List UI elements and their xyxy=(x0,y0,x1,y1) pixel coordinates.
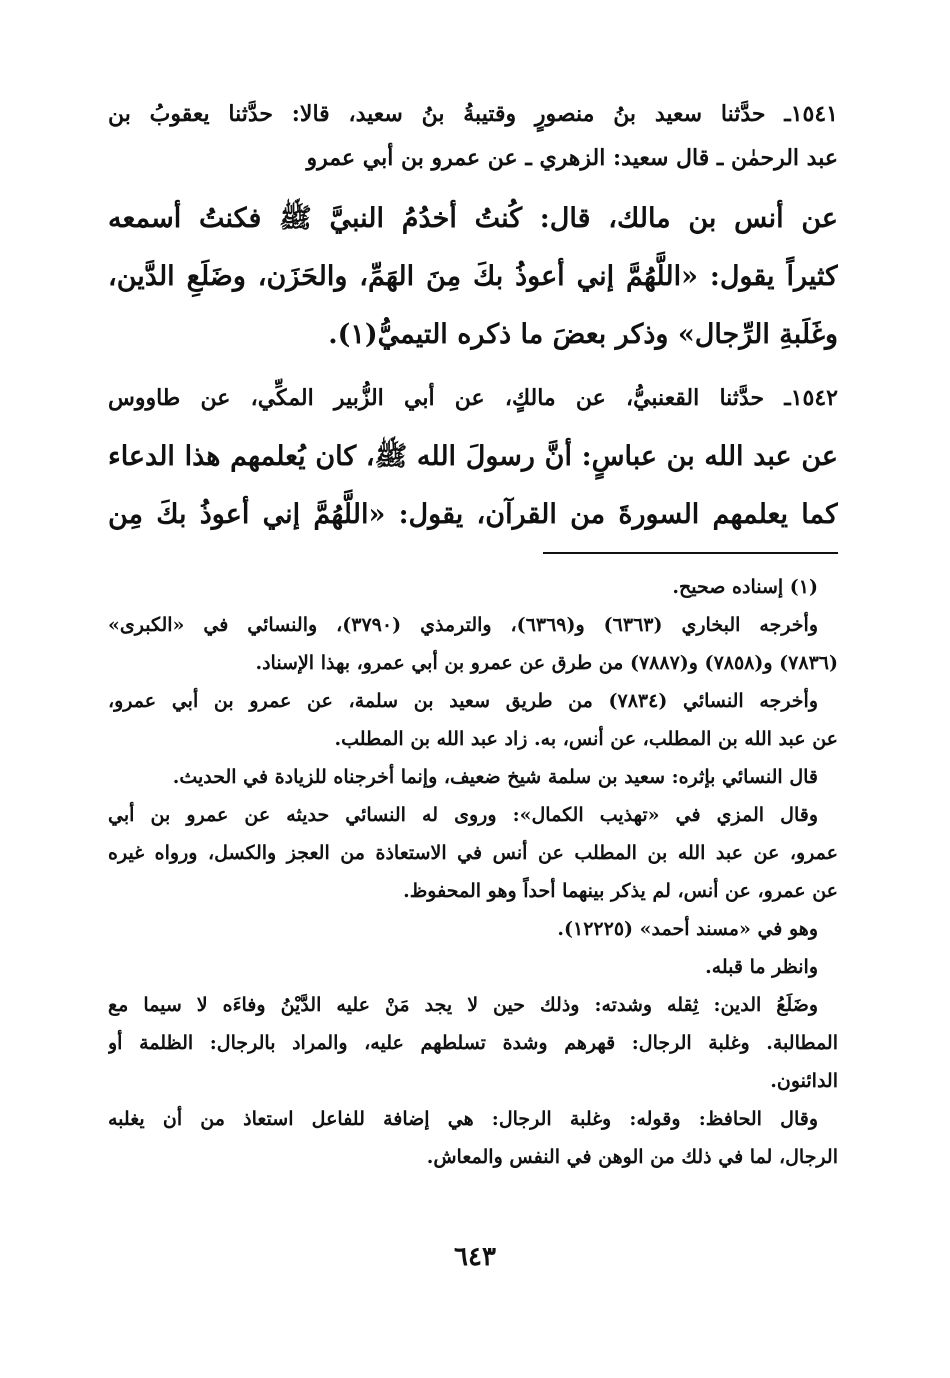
text-line: عن عبد الله بن عباسٍ: أنَّ رسولَ الله ﷺ، كان يُعلمهم هذا الدعاء xyxy=(108,441,838,472)
text-line: ١٥٤٢ـ حدَّثنا القعنبيُّ، عن مالكٍ، عن أبي الزُّبير المكِّي، عن طاووس xyxy=(108,385,838,411)
text-line: وهو في «مسند أحمد» (١٢٢٢٥). xyxy=(557,918,818,940)
text-line: وانظر ما قبله. xyxy=(705,956,818,978)
text-line: قال النسائي بإثره: سعيد بن سلمة شيخ ضعيف، وإنما أخرجناه للزيادة في الحديث. xyxy=(172,766,818,788)
text-line: كثيراً يقول: «اللَّهُمَّ إني أعوذُ بكَ مِنَ الهَمِّ، والحَزَن، وضَلَعِ الدَّين، xyxy=(108,261,838,292)
footnote-paragraph xyxy=(108,1100,838,1176)
footnote-paragraph xyxy=(108,796,838,910)
text-line: عن أنس بن مالك، قال: كُنتُ أخدُمُ النبيَّ ﷺ فكنتُ أسمعه xyxy=(108,203,838,234)
footnote-paragraph xyxy=(108,986,838,1100)
text-line: الرجال، لما في ذلك من الوهن في النفس والمعاش. xyxy=(426,1146,838,1168)
text-line: وقال الحافظ: وقوله: وغلبة الرجال: هي إضافة للفاعل استعاذ من أن يغلبه xyxy=(108,1108,818,1130)
text-line: وأخرجه البخاري (٦٣٦٣) و(٦٣٦٩)، والترمذي (٣٧٩٠)، والنسائي في «الكبرى» xyxy=(108,614,818,636)
hadith-1542-matn xyxy=(108,428,838,544)
hadith-1542-isnad xyxy=(108,376,838,420)
page-number: ٦٤٣ xyxy=(454,1242,496,1272)
hadith-1541-isnad xyxy=(108,92,838,180)
text-line: وضَلَعُ الدين: ثِقله وشدته: وذلك حين لا يجد مَنْ عليه الدَّيْنُ وفاءَه لا سيما مع xyxy=(108,994,819,1016)
footnote-paragraph xyxy=(108,948,838,986)
footnote-paragraph xyxy=(108,568,838,606)
footnote-paragraph xyxy=(108,758,838,796)
text-line: وأخرجه النسائي (٧٨٣٤) من طريق سعيد بن سلمة، عن عمرو بن أبي عمرو، xyxy=(108,690,819,712)
text-line: عن عبد الله بن المطلب، عن أنس، به. زاد عبد الله بن المطلب. xyxy=(334,728,838,750)
text-line: وغَلَبةِ الرِّجال» وذكر بعضَ ما ذكره التيميُّ(١). xyxy=(328,319,838,350)
footnote-paragraph xyxy=(108,682,838,758)
text-line: ١٥٤١ـ حدَّثنا سعيد بنُ منصورٍ وقتيبةُ بنُ سعيد، قالا: حدَّثنا يعقوبُ بن xyxy=(108,101,838,127)
text-line: الدائنون. xyxy=(770,1070,838,1092)
text-line: عن عمرو، عن أنس، لم يذكر بينهما أحداً وهو المحفوظ. xyxy=(403,880,838,902)
text-line: عبد الرحمٰن ـ قال سعيد: الزهري ـ عن عمرو بن أبي عمرو xyxy=(306,145,838,171)
footnote-separator xyxy=(543,552,838,554)
text-line: وقال المزي في «تهذيب الكمال»: وروى له النسائي حديثه عن عمرو بن أبي xyxy=(108,804,818,826)
hadith-1541-matn xyxy=(108,190,838,364)
footnotes xyxy=(108,568,838,1176)
text-line: (١) إسناده صحيح. xyxy=(672,576,818,598)
footnote-paragraph xyxy=(108,910,838,948)
text-line: المطالبة. وغلبة الرجال: قهرهم وشدة تسلطهم عليه، والمراد بالرجال: الظلمة أو xyxy=(108,1032,838,1054)
text-line: عمرو، عن عبد الله بن المطلب عن أنس في الاستعاذة من العجز والكسل، ورواه غيره xyxy=(108,842,838,864)
text-line: (٧٨٣٦) و(٧٨٥٨) و(٧٨٨٧) من طرق عن عمرو بن أبي عمرو، بهذا الإسناد. xyxy=(255,652,838,674)
text-line: كما يعلمهم السورةَ من القرآن، يقول: «اللَّهُمَّ إني أعوذُ بكَ مِن xyxy=(108,499,838,530)
footnote-paragraph xyxy=(108,606,838,682)
page-body xyxy=(108,92,838,1378)
